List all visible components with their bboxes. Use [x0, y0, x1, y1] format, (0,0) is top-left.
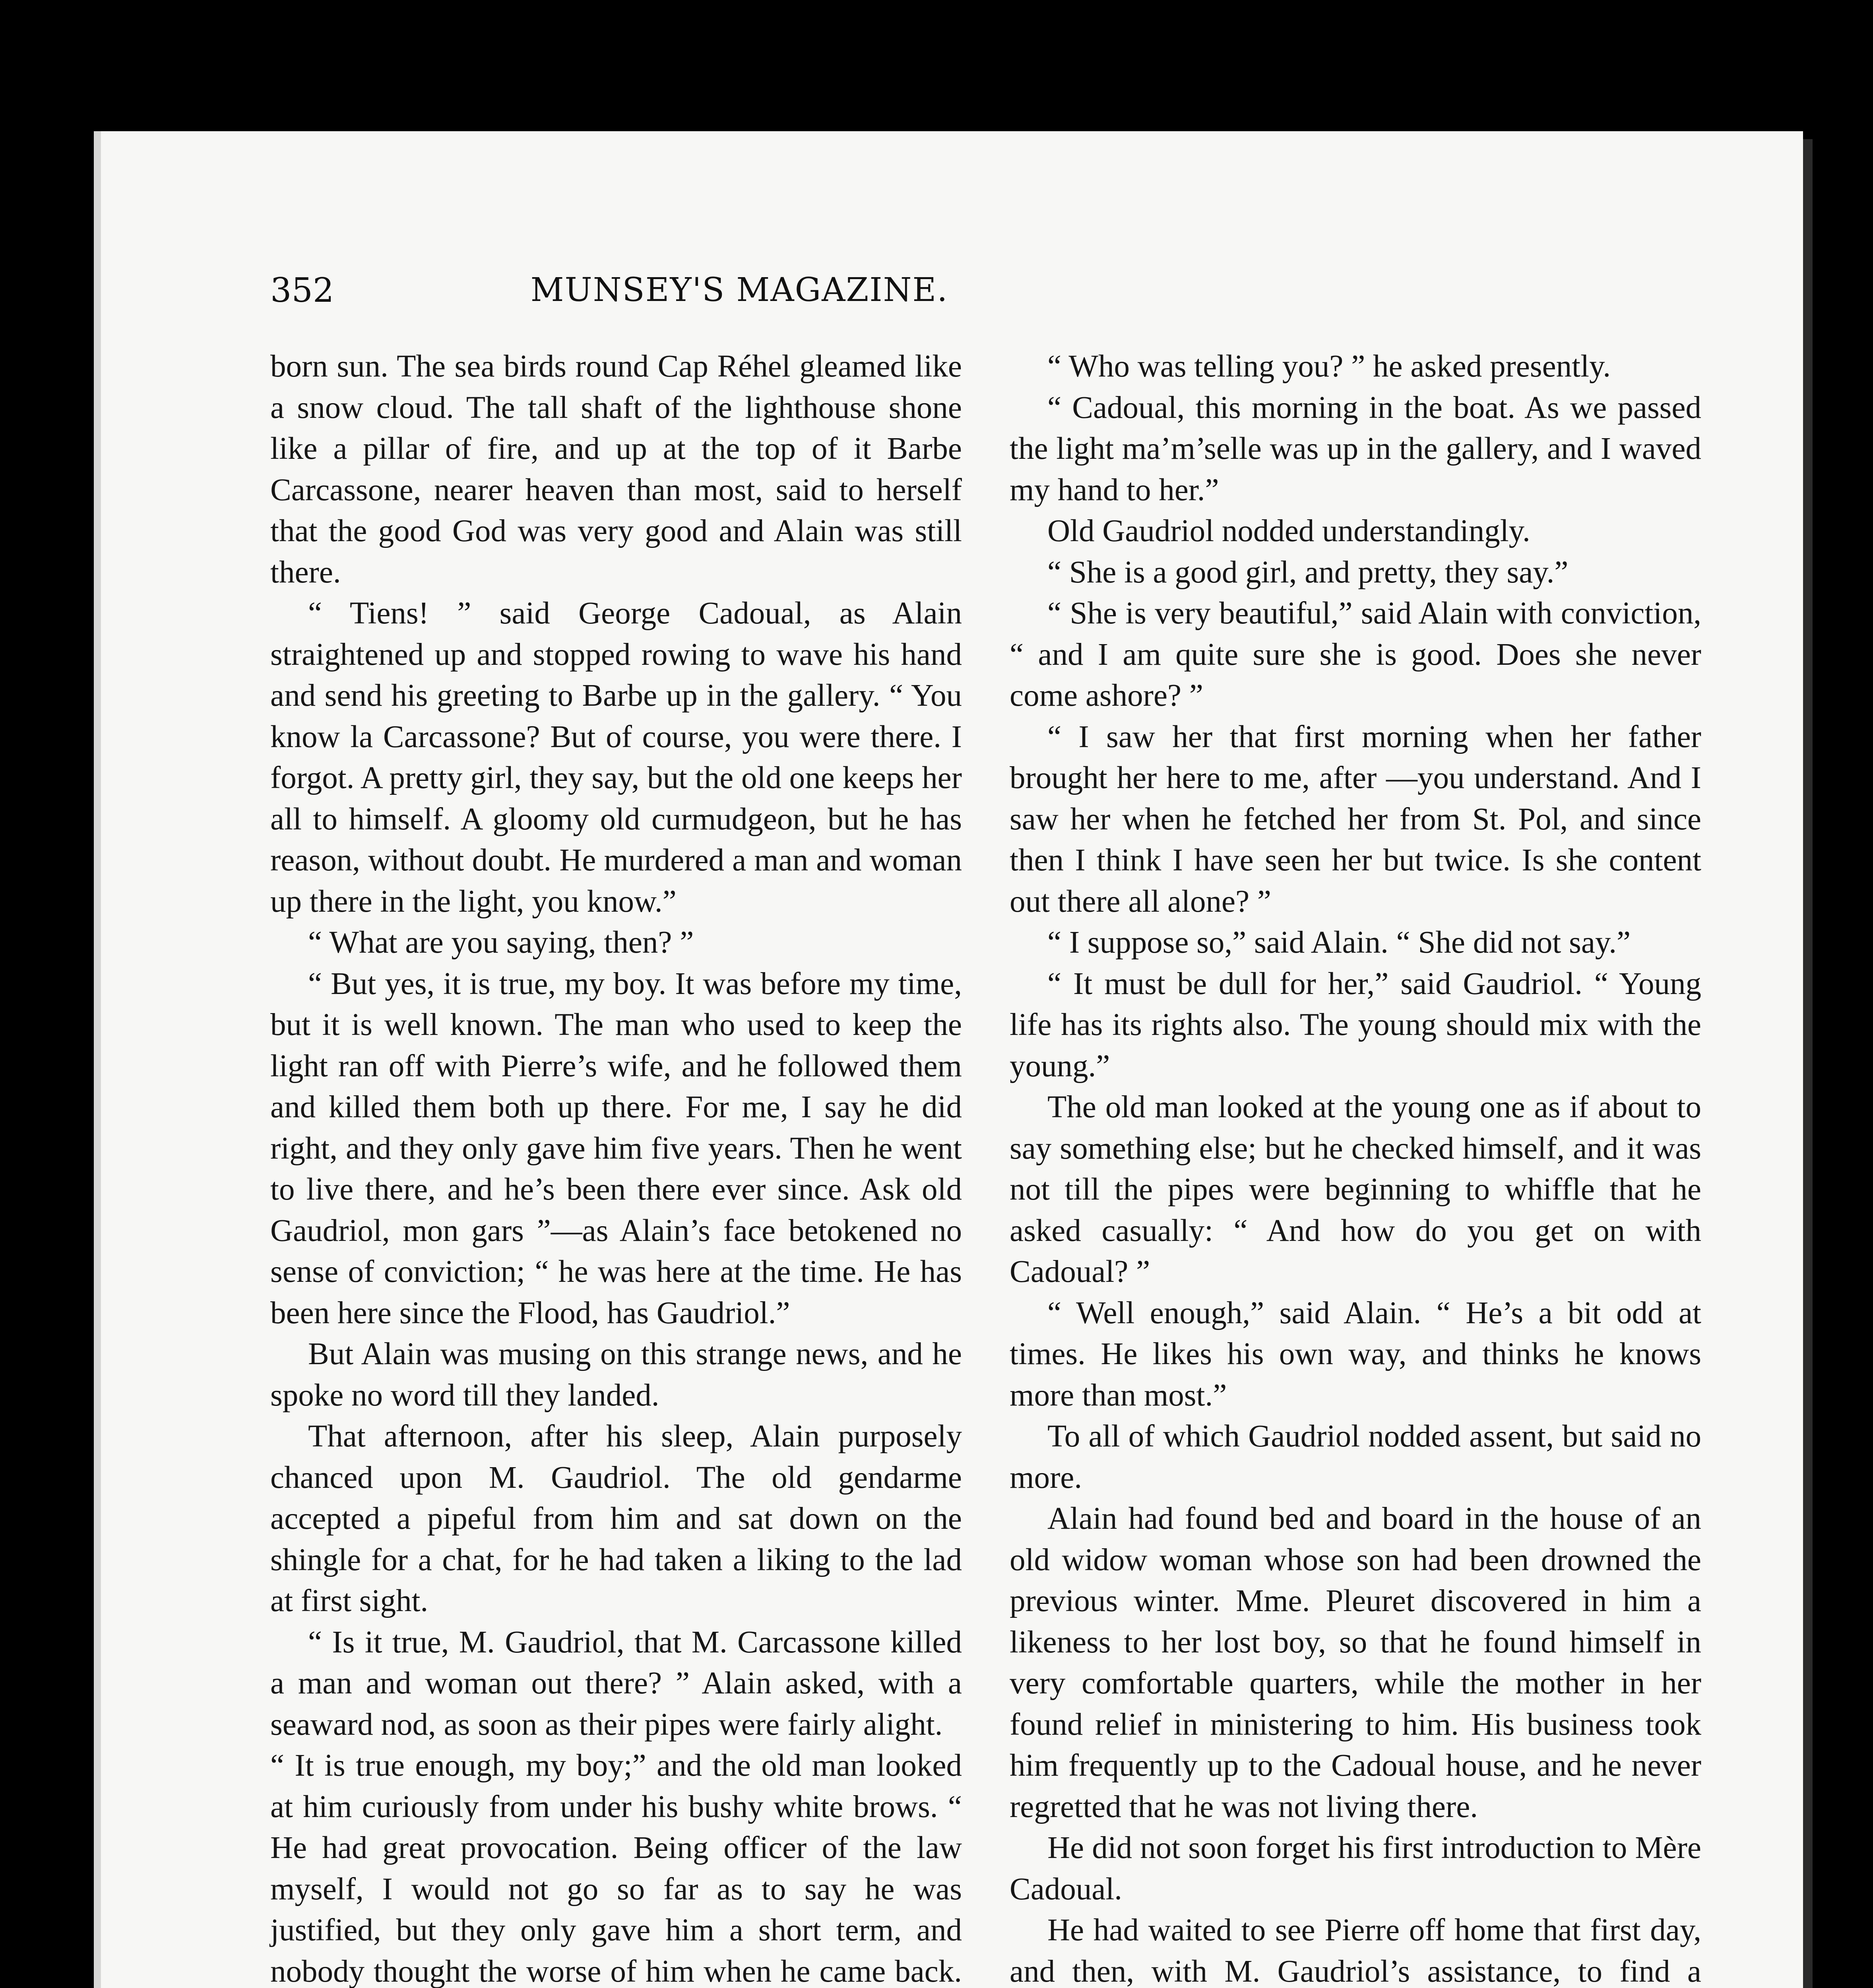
- paragraph: But Alain was musing on this strange news, and he spoke no word till they landed.: [270, 1337, 962, 1413]
- paragraph: born sun. The sea birds round Cap Réhel gleamed like a snow cloud. The tall shaft of the lighthouse shone like a pillar of fire, and up at the top of it Barbe Carcassone, nearer heaven than most, said to herself that the good God was very good and Alain was still there.: [270, 349, 962, 590]
- page-header: [270, 266, 1208, 314]
- left-column: [270, 346, 962, 1988]
- paragraph: To all of which Gaudriol nodded assent, but said no more.: [1010, 1419, 1701, 1495]
- paragraph: “ Cadoual, this morning in the boat. As we passed the light ma’m’selle was up in the gallery, and I waved my hand to her.”: [1010, 390, 1701, 507]
- paragraph: “ But yes, it is true, my boy. It was before my time, but it is well known. The man who used to keep the light ran off with Pierre’s wife, and he followed them and killed them both up there. For me, I say he did right, and they only gave him five years. Then he went to live there, and he’s been there ever since. Ask old Gaudriol, mon gars ”—as Alain’s face betokened no sense of conviction; “ he was here at the time. He has been here since the Flood, has Gaudriol.”: [270, 966, 962, 1330]
- paragraph: “ She is very beautiful,” said Alain with conviction, “ and I am quite sure she is good. Does she never come ashore? ”: [1010, 596, 1701, 713]
- paragraph: Old Gaudriol nodded understandingly.: [1047, 514, 1530, 548]
- paragraph: “ Is it true, M. Gaudriol, that M. Carcassone killed a man and woman out there? ” Alain asked, with a seaward nod, as soon as their pipes were fairly alight.: [270, 1625, 962, 1742]
- paragraph: He had waited to see Pierre off home that first day, and then, with M. Gaudriol’s assistance, to find a: [1010, 1913, 1701, 1988]
- paragraph: He did not soon forget his first introduction to Mère Cadoual.: [1010, 1831, 1701, 1906]
- paragraph: “ What are you saying, then? ”: [308, 925, 694, 960]
- paragraph: “ Well enough,” said Alain. “ He’s a bit odd at times. He likes his own way, and thinks he knows more than most.”: [1010, 1295, 1701, 1413]
- paragraph: “ She is a good girl, and pretty, they say.”: [1047, 555, 1569, 590]
- right-column: [1010, 346, 1701, 1988]
- page-shadow-edge: [1803, 139, 1813, 1988]
- paragraph: “ I suppose so,” said Alain. “ She did not say.”: [1047, 925, 1631, 960]
- page-number: 352: [270, 271, 334, 310]
- paragraph: “ It must be dull for her,” said Gaudriol. “ Young life has its rights also. The young should mix with the young.”: [1010, 966, 1701, 1083]
- paragraph: “ Who was telling you? ” he asked presently.: [1047, 349, 1611, 384]
- paragraph: “ Tiens! ” said George Cadoual, as Alain straightened up and stopped rowing to wave his hand and send his greeting to Barbe up in the gallery. “ You know la Carcassone? But of course, you were there. I forgot. A pretty girl, they say, but the old one keeps her all to himself. A gloomy old curmudgeon, but he has reason, without doubt. He murdered a man and woman up there in the light, you know.”: [270, 596, 962, 919]
- paragraph: “ It is true enough, my boy;” and the old man looked at him curiously from under his bushy white brows. “ He had great provocation. Being officer of the law myself, I would not go so far as to say he was justified, but they only gave him a short term, and nobody thought the worse of him when he came back.: [270, 1748, 962, 1988]
- paragraph: Alain had found bed and board in the house of an old widow woman whose son had been drowned the previous winter. Mme. Pleuret discovered in him a likeness to her lost boy, so that he found himself in very comfortable quarters, while the mother in her found relief in ministering to him. His business took him frequently up to the Cadoual house, and he never regretted that he was not living there.: [1010, 1501, 1701, 1824]
- paragraph: “ I saw her that first morning when her father brought her here to me, after —you understand. And I saw her when he fetched her from St. Pol, and since then I think I have seen her but twice. Is she content out there all alone? ”: [1010, 719, 1701, 919]
- running-title: MUNSEY'S MAGAZINE.: [530, 271, 948, 309]
- paragraph: That afternoon, after his sleep, Alain purposely chanced upon M. Gaudriol. The old gendarme accepted a pipeful from him and sat down on the shingle for a chat, for he had taken a liking to the lad at first sight.: [270, 1419, 962, 1618]
- paragraph: The old man looked at the young one as if about to say something else; but he checked himself, and it was not till the pipes were beginning to whiffle that he asked casually: “ And how do you get on with Cadoual? ”: [1010, 1090, 1701, 1289]
